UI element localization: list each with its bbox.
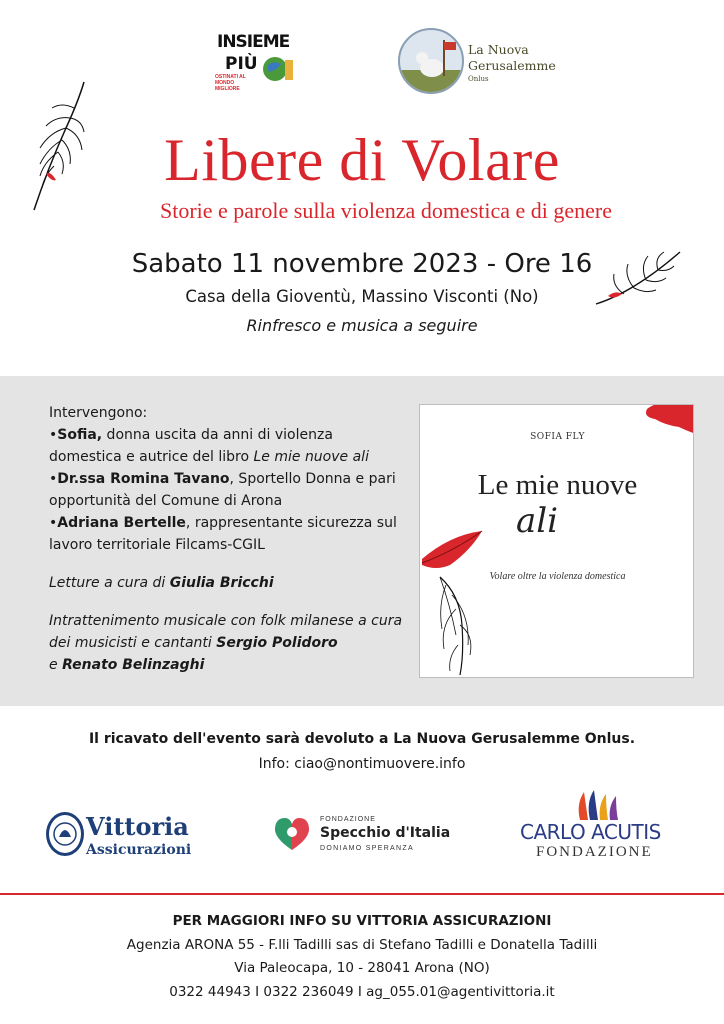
nuova-logo-line2: Gerusalemme (468, 58, 556, 73)
speaker-name: Adriana Bertelle (57, 515, 186, 531)
red-paint-splash-icon (643, 404, 694, 435)
acutis-logo-line1: CARLO ACUTIS (520, 820, 661, 844)
speaker-name: Sofia, (57, 427, 103, 443)
specchio-logo-line1: FONDAZIONE (320, 816, 376, 823)
speaker-desc: , rappresentante sicurezza sul lavoro territoriale Filcams-CGIL (49, 515, 397, 553)
music-line (49, 610, 409, 676)
event-extra: Rinfresco e musica a seguire (246, 316, 478, 335)
vittoria-logo-line2: Assicurazioni (86, 842, 192, 858)
footer-divider (0, 893, 724, 895)
music-name-1: Sergio Polidoro (216, 635, 338, 651)
speaker-item: •Adriana Bertelle, rappresentante sicurezza sul lavoro territoriale Filcams-CGIL (49, 515, 397, 553)
event-place: Casa della Gioventù, Massino Visconti (No) (185, 287, 539, 306)
vittoria-assicurazioni-logo (46, 812, 206, 862)
acutis-logo-line2: FONDAZIONE (536, 844, 653, 860)
music-prefix: Intrattenimento musicale con folk milanese a cura dei musicisti e cantanti (49, 613, 403, 651)
event-date: Sabato 11 novembre 2023 - Ore 16 (131, 249, 593, 279)
nuova-logo-line1: La Nuova (468, 42, 529, 57)
speaker-name: Dr.ssa Romina Tavano (57, 471, 230, 487)
book-cover (419, 404, 694, 678)
event-title: Libere di Volare (164, 127, 560, 193)
footer-contacts (0, 910, 724, 1004)
insieme-piu-logo (215, 28, 295, 90)
book-reference: Le mie nuove ali (253, 449, 369, 465)
music-name-2: Renato Belinzaghi (62, 657, 205, 673)
speaker-desc: , Sportello Donna e pari opportunità del Comune di Arona (49, 471, 396, 509)
speaker-item: •Dr.ssa Romina Tavano, Sportello Donna e pari opportunità del Comune di Arona (49, 471, 396, 509)
globe-icon (259, 54, 295, 84)
footer-phones: 0322 44943 I 0322 236049 I ag_055.01@agentivittoria.it (169, 983, 555, 1000)
nuova-logo-line3: Onlus (468, 75, 489, 83)
music-join: e (49, 657, 63, 673)
footer-agency: Agenzia ARONA 55 - F.lli Tadilli sas di Stefano Tadilli e Donatella Tadilli (126, 936, 598, 953)
flames-icon (574, 790, 624, 820)
specchio-logo-line2: Specchio d'Italia (320, 825, 451, 841)
red-leaf-illustration-icon (420, 525, 540, 678)
book-author: SOFIA FLY (530, 432, 585, 442)
insieme-logo-line1: INSIEME (217, 32, 290, 52)
readings-line (49, 572, 409, 594)
insieme-logo-line2: PIÙ (225, 54, 258, 74)
heart-icon (272, 816, 312, 852)
specchio-italia-logo (272, 814, 462, 854)
vittoria-emblem-icon (46, 812, 84, 856)
la-nuova-gerusalemme-logo (398, 28, 568, 100)
footer-heading: PER MAGGIORI INFO SU VITTORIA ASSICURAZIONI (172, 913, 552, 929)
proceeds-note: Il ricavato dell'evento sarà devoluto a La Nuova Gerusalemme Onlus. (88, 731, 636, 747)
info-contact: Info: ciao@nontimuovere.info (258, 756, 466, 772)
book-title-script: ali (516, 501, 559, 541)
speaker-item: •Sofia, donna uscita da anni di violenza domestica e autrice del libro Le mie nuove ali (49, 427, 369, 465)
speakers-heading: Intervengono: (49, 405, 148, 421)
footer-address: Via Paleocapa, 10 - 28041 Arona (NO) (234, 960, 490, 976)
lamb-emblem-icon (398, 28, 464, 94)
readings-name: Giulia Bricchi (169, 575, 274, 591)
event-subtitle: Storie e parole sulla violenza domestica e di genere (159, 198, 613, 223)
speakers-list (49, 402, 409, 676)
specchio-logo-line3: DONIAMO SPERANZA (320, 845, 414, 852)
book-title: Le mie nuove (477, 469, 638, 501)
book-subtitle: Volare oltre la violenza domestica (489, 571, 626, 582)
vittoria-logo-line1: Vittoria (86, 812, 189, 841)
insieme-logo-tagline: OSTINATI AL MONDO MIGLIORE (215, 74, 246, 92)
readings-prefix: Letture a cura di (49, 575, 170, 591)
speaker-desc: donna uscita da anni di violenza domestica e autrice del libro (49, 427, 333, 465)
carlo-acutis-logo (520, 790, 670, 862)
